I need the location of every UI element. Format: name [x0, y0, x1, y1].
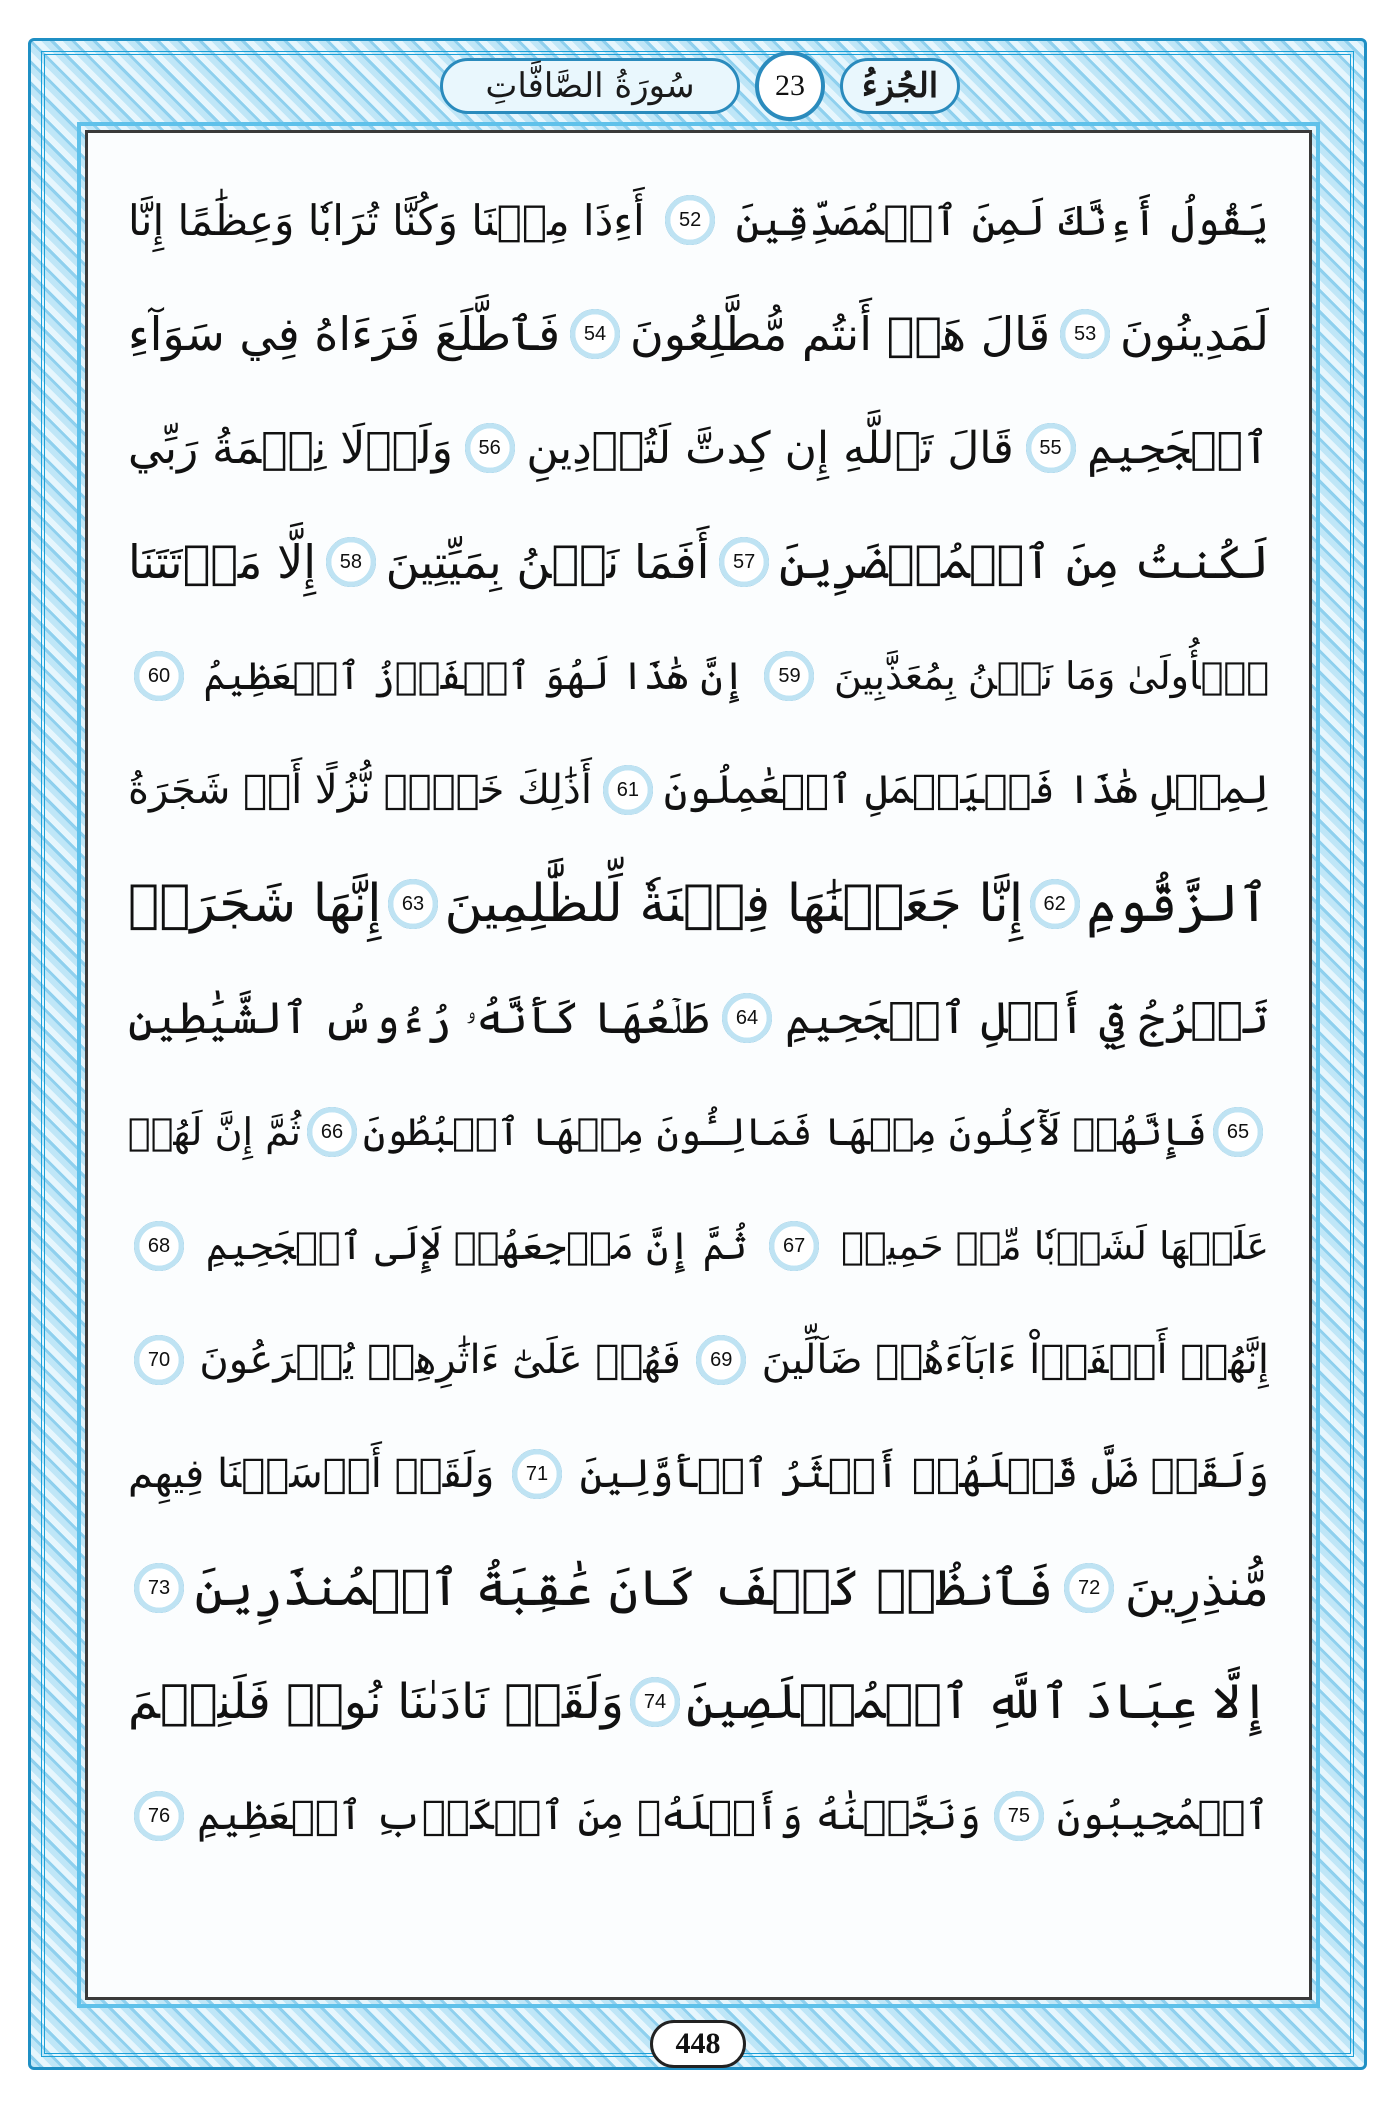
verse-text: أَذَٰلِكَ خَيۡرٞ نُّزُلًا أَمۡ شَجَرَةُ: [128, 767, 592, 813]
surah-name: سُورَةُ الصَّافَّاتِ: [440, 58, 740, 114]
ayah-number-marker: 57: [719, 537, 769, 587]
verse-text: إِلَّا عِبَادَ ٱللَّهِ ٱلۡمُخۡلَصِينَ: [686, 1674, 1269, 1730]
verse-text: قَالَ تَٱللَّهِ إِن كِدتَّ لَتُرۡدِينِ: [526, 422, 1014, 474]
text-line: [128, 1531, 1269, 1645]
verse-text: إِنَّا جَعَلۡنَٰهَا فِتۡنَةٗ لِّلظَّٰلِمِينَ: [444, 874, 1024, 934]
ayah-number-marker: 55: [1026, 423, 1076, 473]
ayah-number-marker: 69: [696, 1335, 746, 1385]
verse-text: فَٱطَّلَعَ فَرَءَاهُ فِي سَوَآءِ: [128, 307, 561, 361]
text-line: [128, 505, 1269, 619]
verse-text: يَقُولُ أَءِنَّكَ لَمِنَ ٱلۡمُصَدِّقِينَ: [735, 195, 1269, 245]
ayah-number-marker: 66: [307, 1107, 357, 1157]
verse-text: تَخۡرُجُ فِيٓ أَصۡلِ ٱلۡجَحِيمِ: [785, 992, 1269, 1044]
text-line: [128, 619, 1269, 733]
ayah-number-marker: 64: [722, 993, 772, 1043]
text-line: [128, 1645, 1269, 1759]
verse-text: ٱلۡجَحِيمِ: [1087, 422, 1269, 474]
ayah-number-marker: 65: [1213, 1107, 1263, 1157]
verse-text: ثُمَّ إِنَّ مَرۡجِعَهُمۡ لَإِلَى ٱلۡجَحِيمِ: [205, 1224, 748, 1268]
verse-text: فَهُمۡ عَلَىٰٓ ءَاثَٰرِهِمۡ يُهۡرَعُونَ: [199, 1337, 681, 1383]
text-line: [128, 847, 1269, 961]
verse-text: قَالَ هَلۡ أَنتُم مُّطَّلِعُونَ: [629, 307, 1051, 361]
verse-text: وَلَقَدۡ أَرۡسَلۡنَا فِيهِم: [128, 1451, 495, 1497]
ayah-number-marker: 58: [326, 537, 376, 587]
verse-text: لِمِثۡلِ هَٰذَا فَلۡيَعۡمَلِ ٱلۡعَٰمِلُونَ: [663, 767, 1269, 813]
ayah-number-marker: 76: [134, 1791, 184, 1841]
ayah-number-marker: 75: [994, 1791, 1044, 1841]
verse-text: ٱلزَّقُّومِ: [1086, 874, 1269, 934]
text-line: [128, 961, 1269, 1075]
ayah-number-marker: 74: [630, 1677, 680, 1727]
verse-text: إِلَّا مَوۡتَتَنَا: [128, 535, 317, 589]
text-line: [128, 1189, 1269, 1303]
ayah-number-marker: 53: [1060, 309, 1110, 359]
verse-text: فَٱنظُرۡ كَيۡفَ كَانَ عَٰقِبَةُ ٱلۡمُنذَرِينَ: [194, 1559, 1054, 1617]
verse-text: فَإِنَّهُمۡ لَأٓكِلُونَ مِنۡهَا فَمَالِـُٔونَ مِنۡهَا ٱلۡبُطُونَ: [363, 1110, 1207, 1154]
verse-text: إِنَّ هَٰذَا لَهُوَ ٱلۡفَوۡزُ ٱلۡعَظِيمُ: [203, 654, 745, 698]
quran-text: [88, 163, 1309, 1873]
verse-text: وَلَوۡلَا نِعۡمَةُ رَبِّي: [128, 422, 453, 474]
ayah-number-marker: 62: [1030, 879, 1080, 929]
verse-text: وَلَقَدۡ نَادَىٰنَا نُوحٞ فَلَنِعۡمَ: [128, 1674, 624, 1730]
ayah-number-marker: 60: [134, 651, 184, 701]
text-line: [128, 1759, 1269, 1873]
text-line: [128, 1303, 1269, 1417]
page-number: 448: [650, 2020, 746, 2068]
verse-text: لَكُنتُ مِنَ ٱلۡمُحۡضَرِينَ: [778, 535, 1269, 589]
ayah-number-marker: 56: [465, 423, 515, 473]
verse-text: مُّنذِرِينَ: [1124, 1559, 1269, 1617]
ayah-number-marker: 59: [764, 651, 814, 701]
ayah-number-marker: 71: [512, 1449, 562, 1499]
text-line: [128, 163, 1269, 277]
ayah-number-marker: 63: [388, 879, 438, 929]
verse-text: لَمَدِينُونَ: [1120, 307, 1269, 361]
verse-text: أَفَمَا نَحۡنُ بِمَيِّتِينَ: [385, 535, 710, 589]
verse-text: وَلَقَدۡ ضَلَّ قَبۡلَهُمۡ أَكۡثَرُ ٱلۡأَوَّلِينَ: [579, 1451, 1269, 1497]
verse-text: ٱلۡمُجِيبُونَ: [1056, 1793, 1269, 1839]
verse-text: إِنَّهَا شَجَرَةٞ: [128, 874, 382, 934]
ayah-number-marker: 67: [769, 1221, 819, 1271]
text-line: [128, 733, 1269, 847]
verse-text: أَءِذَا مِتۡنَا وَكُنَّا تُرَابٗا وَعِظَٰمًا إِنَّا: [128, 195, 645, 245]
page-header: [440, 42, 960, 130]
text-panel: [85, 130, 1312, 2000]
ayah-number-marker: 61: [603, 765, 653, 815]
text-line: [128, 1075, 1269, 1189]
verse-text: وَنَجَّيۡنَٰهُ وَأَهۡلَهُۥ مِنَ ٱلۡكَرۡبِ ٱلۡعَظِيمِ: [197, 1793, 981, 1839]
ayah-number-marker: 70: [134, 1335, 184, 1385]
ayah-number-marker: 68: [134, 1221, 184, 1271]
verse-text: عَلَيۡهَا لَشَوۡبٗا مِّنۡ حَمِيمٖ: [841, 1224, 1269, 1268]
verse-text: إِنَّهُمۡ أَلۡفَوۡاْ ءَابَآءَهُمۡ ضَآلِّينَ: [761, 1337, 1269, 1383]
juz-number: 23: [755, 51, 825, 121]
verse-text: طَلۡعُهَا كَأَنَّهُۥ رُءُوسُ ٱلشَّيَٰطِينِ: [128, 992, 709, 1044]
ayah-number-marker: 52: [665, 195, 715, 245]
ayah-number-marker: 54: [570, 309, 620, 359]
text-line: [128, 277, 1269, 391]
ayah-number-marker: 73: [134, 1563, 184, 1613]
verse-text: ثُمَّ إِنَّ لَهُمۡ: [128, 1110, 301, 1154]
text-line: [128, 391, 1269, 505]
verse-text: ٱلۡأُولَىٰ وَمَا نَحۡنُ بِمُعَذَّبِينَ: [833, 654, 1269, 698]
text-line: [128, 1417, 1269, 1531]
ayah-number-marker: 72: [1064, 1563, 1114, 1613]
juz-label: الجُزءُ: [840, 58, 960, 114]
